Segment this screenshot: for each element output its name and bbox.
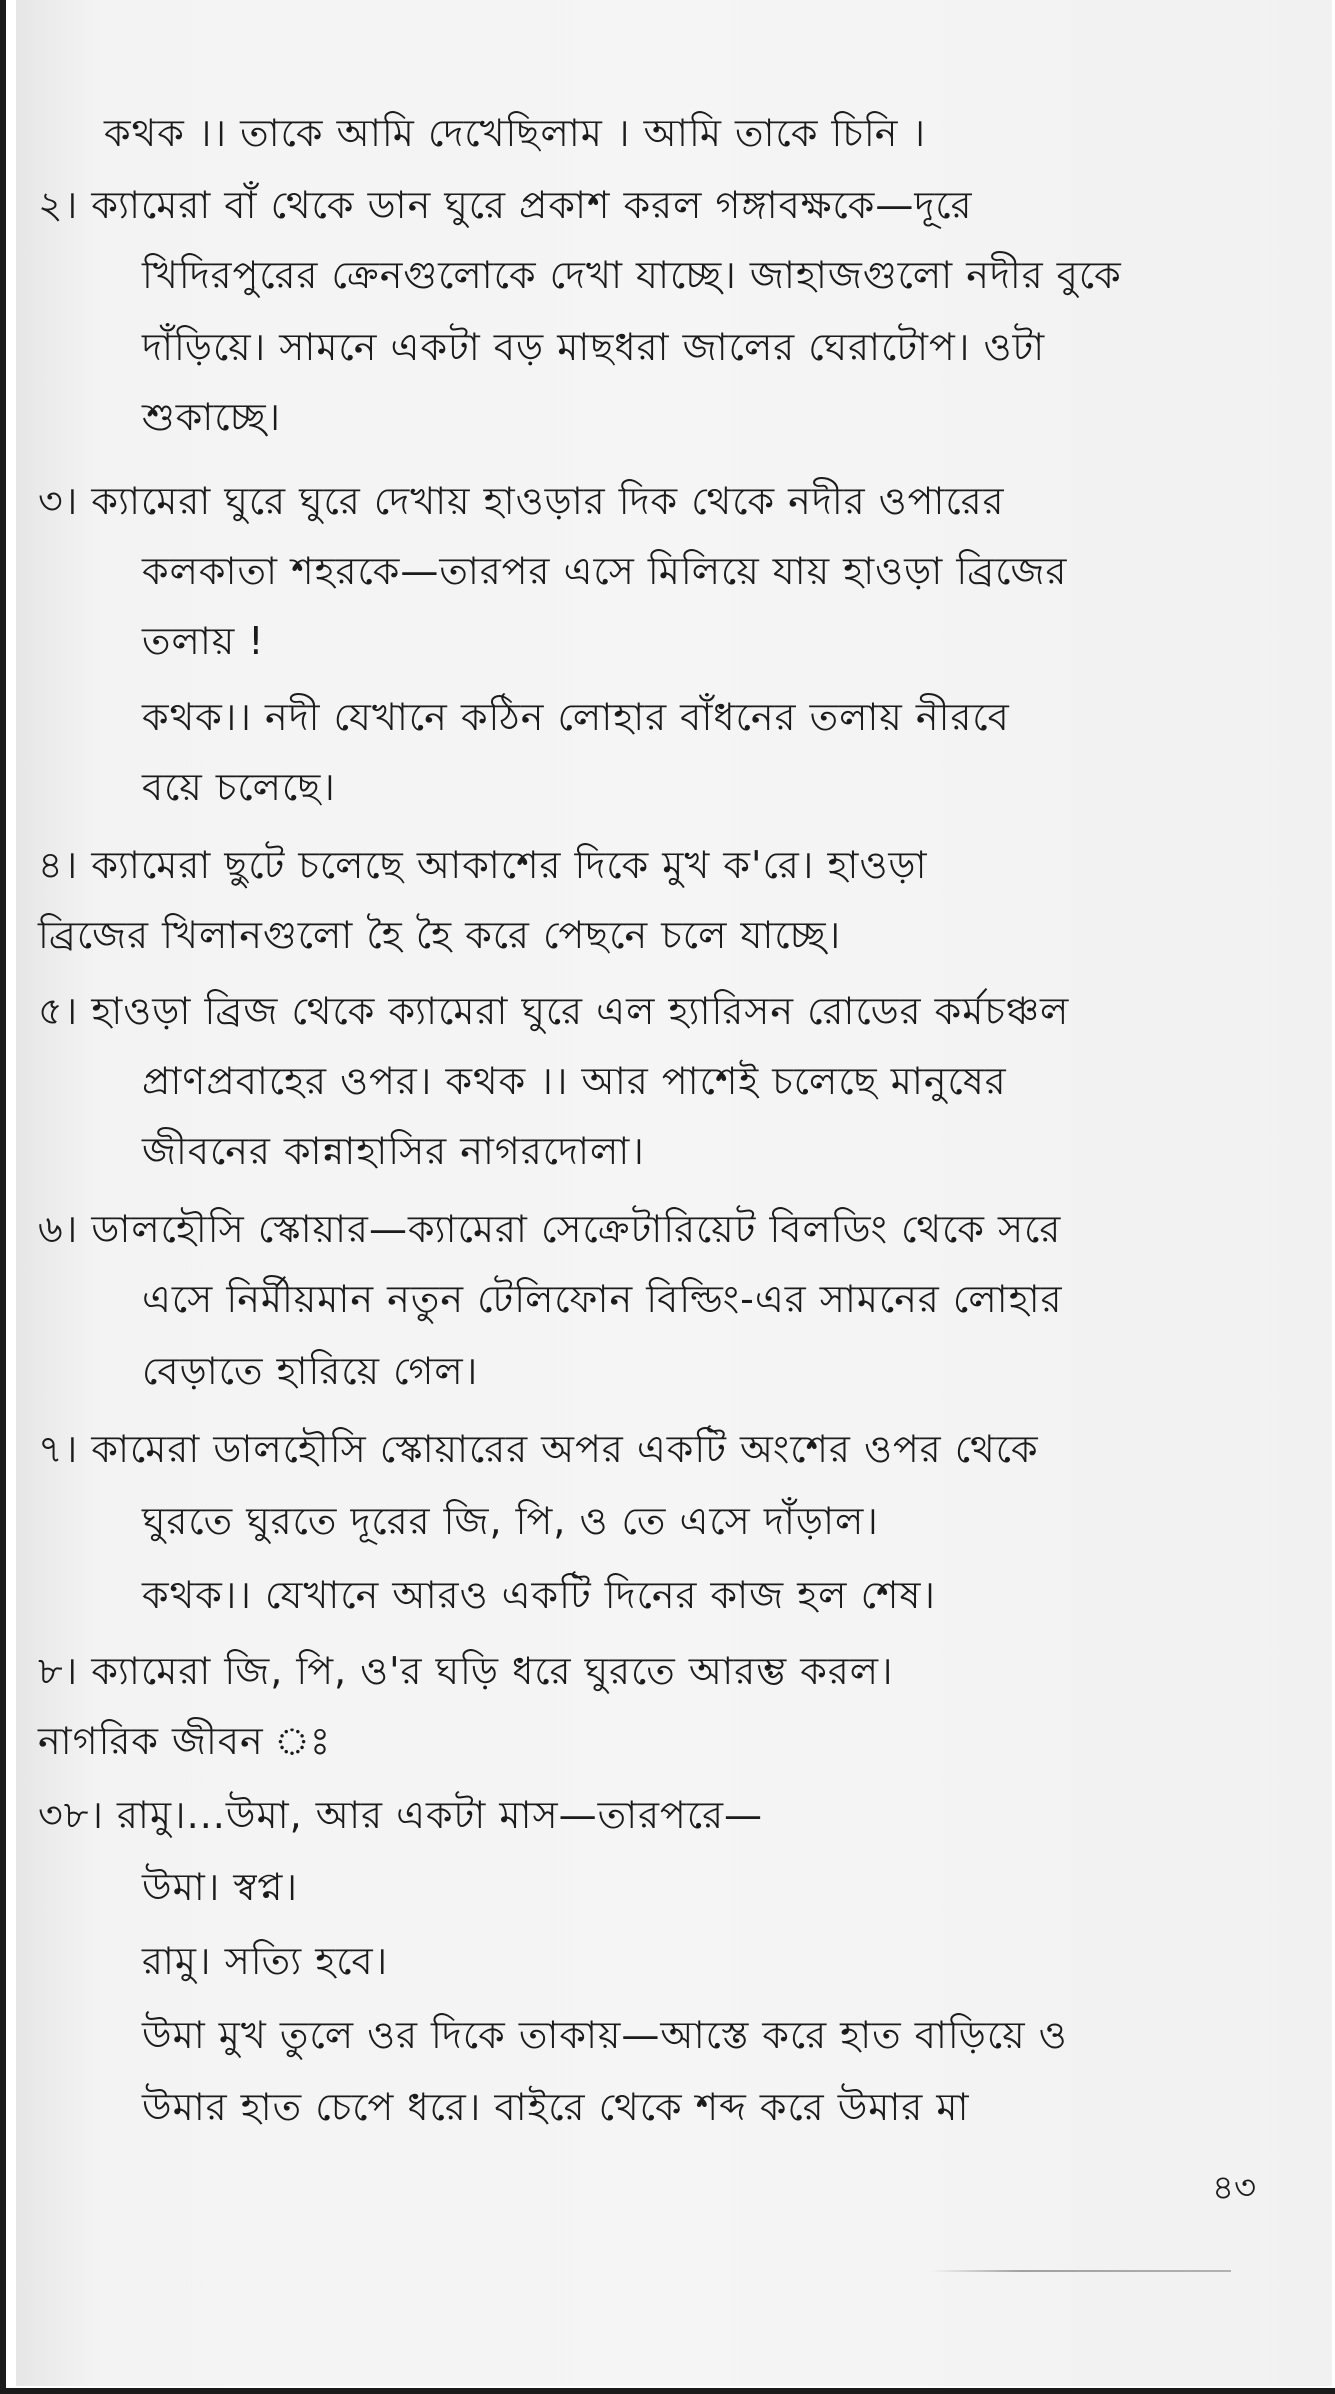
- text-line: ৬। ডালহৌসি স্কোয়ার—ক্যামেরা সেক্রেটারিয়েট বিলডিং থেকে সরে: [38, 1207, 1062, 1251]
- text-line: ৫। হাওড়া ব্রিজ থেকে ক্যামেরা ঘুরে এল হ্যারিসন রোডের কর্মচঞ্চল: [38, 989, 1070, 1033]
- text-line: এসে নির্মীয়মান নতুন টেলিফোন বিল্ডিং-এর সামনের লোহার: [142, 1277, 1063, 1321]
- text-line: ৮। ক্যামেরা জি, পি, ও'র ঘড়ি ধরে ঘুরতে আরম্ভ করল।: [38, 1649, 894, 1693]
- text-line: উমা মুখ তুলে ওর দিকে তাকায়—আস্তে করে হাত বাড়িয়ে ও: [142, 2013, 1068, 2057]
- text-line: উমার হাত চেপে ধরে। বাইরে থেকে শব্দ করে উমার মা: [142, 2085, 970, 2129]
- text-line: ৩৮। রামু।...উমা, আর একটা মাস—তারপরে—: [38, 1793, 763, 1837]
- text-line: দাঁড়িয়ে। সামনে একটা বড় মাছধরা জালের ঘেরাটোপ। ওটা: [142, 325, 1046, 369]
- text-line: ২। ক্যামেরা বাঁ থেকে ডান ঘুরে প্রকাশ করল গঙ্গাবক্ষকে—দূরে: [38, 183, 973, 227]
- text-line: বয়ে চলেছে।: [142, 765, 336, 809]
- section-heading: নাগরিক জীবন ঃ: [38, 1719, 332, 1763]
- text-line: ৩। ক্যামেরা ঘুরে ঘুরে দেখায় হাওড়ার দিক থেকে নদীর ওপারের: [38, 479, 1005, 523]
- text-line: প্রাণপ্রবাহের ওপর। কথক ।। আর পাশেই চলেছে মানুষের: [142, 1059, 1007, 1103]
- page-number: ৪৩: [1212, 2168, 1257, 2208]
- text-line: শুকাচ্ছে।: [142, 395, 282, 439]
- footer-rule: [931, 2270, 1231, 2272]
- text-line: কথক।। নদী যেখানে কঠিন লোহার বাঁধনের তলায় নীরবে: [142, 695, 1010, 739]
- text-line: তলায় !: [142, 619, 265, 663]
- text-line: খিদিরপুরের ক্রেনগুলোকে দেখা যাচ্ছে। জাহাজগুলো নদীর বুকে: [142, 253, 1122, 297]
- text-line: রামু। সত্যি হবে।: [142, 1939, 389, 1983]
- text-line: ব্রিজের খিলানগুলো হৈ হৈ করে পেছনে চলে যাচ্ছে।: [38, 913, 842, 957]
- text-line: উমা। স্বপ্ন।: [142, 1865, 299, 1909]
- text-line: বেড়াতে হারিয়ে গেল।: [142, 1349, 479, 1393]
- book-page: [16, 0, 1332, 2386]
- text-line: ঘুরতে ঘুরতে দূরের জি, পি, ও তে এসে দাঁড়াল।: [142, 1499, 879, 1543]
- text-line: জীবনের কান্নাহাসির নাগরদোলা।: [142, 1129, 645, 1173]
- text-line: কলকাতা শহরকে—তারপর এসে মিলিয়ে যায় হাওড়া ব্রিজের: [142, 549, 1068, 593]
- text-line: কথক।। যেখানে আরও একটি দিনের কাজ হল শেষ।: [142, 1573, 937, 1617]
- text-line: কথক ।। তাকে আমি দেখেছিলাম । আমি তাকে চিনি ।: [104, 111, 927, 155]
- text-line: ৭। কামেরা ডালহৌসি স্কোয়ারের অপর একটি অংশের ওপর থেকে: [38, 1427, 1039, 1471]
- text-line: ৪। ক্যামেরা ছুটে চলেছে আকাশের দিকে মুখ ক'রে। হাওড়া: [38, 843, 928, 887]
